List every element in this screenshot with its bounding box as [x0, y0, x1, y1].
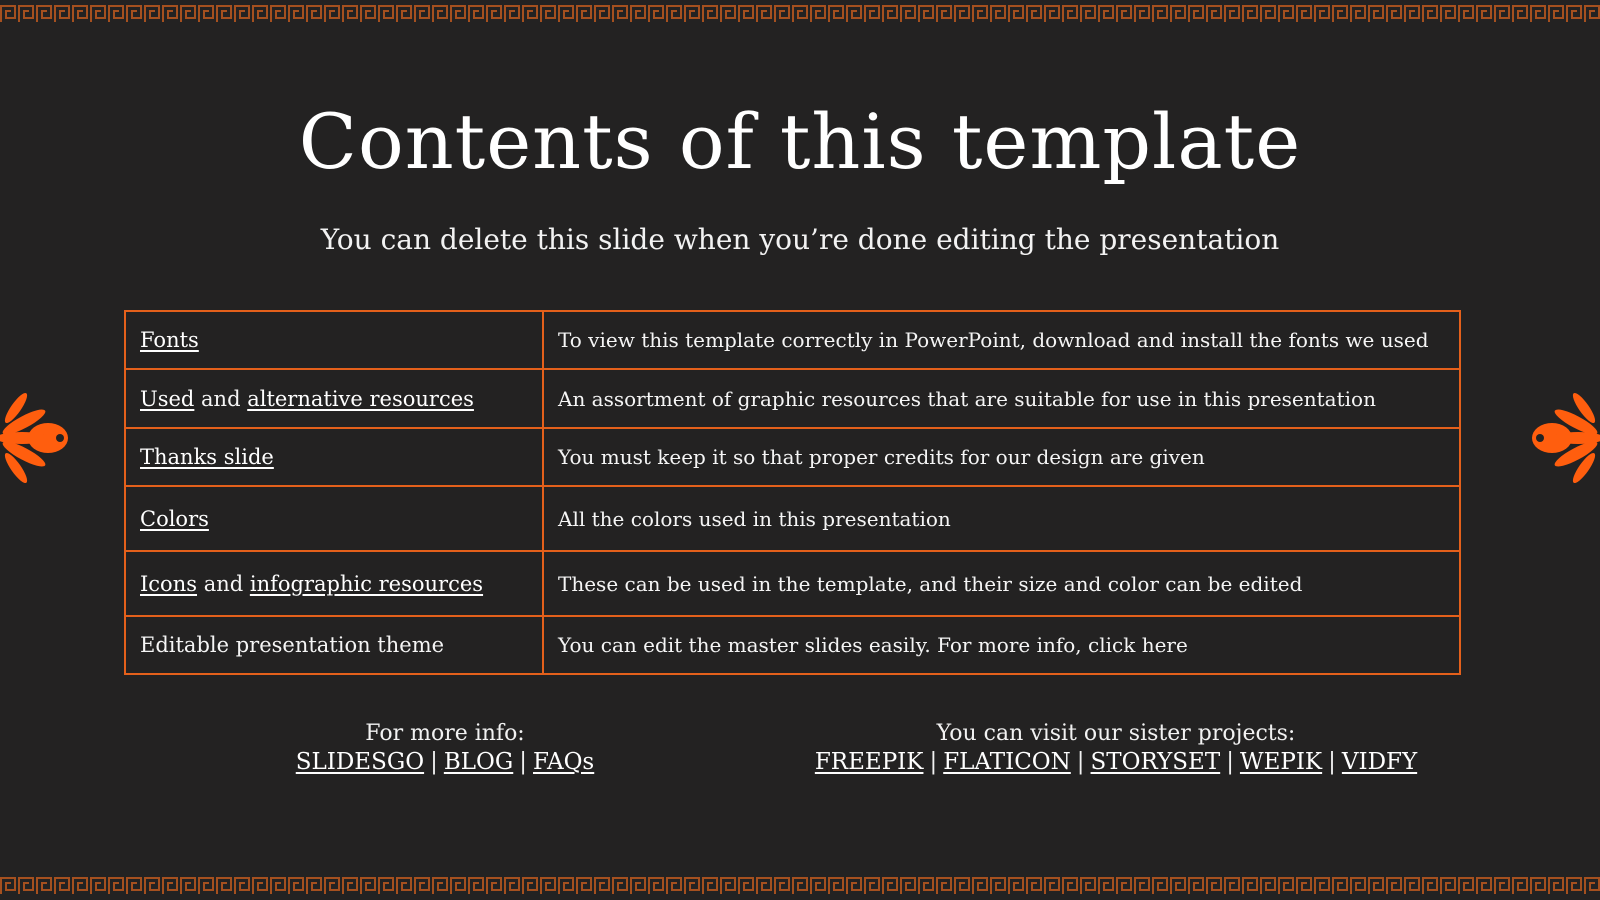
wepik-link[interactable]: WEPIK	[1239, 749, 1323, 775]
row-label-cell	[125, 616, 543, 674]
thanks-slide-link[interactable]: Thanks slide	[140, 445, 274, 469]
row-label-cell	[125, 486, 543, 551]
freepik-link[interactable]: FREEPIK	[814, 749, 924, 775]
slide-title: Contents of this template	[298, 97, 1302, 186]
row-label-cell	[125, 311, 543, 369]
row-description: You can edit the master slides easily. For more info, click here	[543, 616, 1460, 674]
meander-border-top	[0, 2, 1600, 26]
footer-separator: |	[1076, 749, 1085, 775]
slidesgo-link[interactable]: SLIDESGO	[295, 749, 425, 775]
icons-link[interactable]: Icons	[140, 571, 198, 596]
flower-ornament-left-icon	[0, 388, 70, 488]
footer-more-info	[250, 720, 640, 776]
table-row	[125, 369, 1460, 428]
table-row	[125, 616, 1460, 674]
blog-link[interactable]: BLOG	[443, 749, 514, 775]
row-description: These can be used in the template, and their size and color can be edited	[543, 551, 1460, 616]
footer-separator: |	[1226, 749, 1234, 775]
storyset-link[interactable]: STORYSET	[1090, 749, 1221, 775]
table-row	[125, 551, 1460, 616]
footer-separator: |	[430, 749, 438, 775]
row-description: You must keep it so that proper credits for our design are given	[543, 428, 1460, 486]
flower-ornament-right-icon	[1530, 388, 1600, 488]
colors-link[interactable]: Colors	[140, 506, 209, 531]
footer-separator: |	[929, 749, 938, 775]
footer-separator: |	[519, 749, 527, 775]
editable-theme-label: Editable presentation theme	[140, 633, 445, 657]
row-description: An assortment of graphic resources that are suitable for use in this presentation	[543, 369, 1460, 428]
flaticon-link[interactable]: FLATICON	[943, 749, 1071, 775]
row-label-cell	[125, 551, 543, 616]
footer-sister-projects-links	[760, 748, 1472, 776]
table-row	[125, 486, 1460, 551]
row-label-cell	[125, 369, 543, 428]
footer-more-info-label: For more info:	[365, 721, 525, 746]
slide-subtitle: You can delete this slide when you’re done editing the presentation	[320, 223, 1280, 256]
footer-sister-projects	[760, 720, 1472, 776]
table-row	[125, 311, 1460, 369]
alternative-resources-link[interactable]: alternative resources	[247, 386, 474, 411]
footer-more-info-links	[250, 748, 640, 776]
vidfy-link[interactable]: VIDFY	[1341, 749, 1418, 775]
table-row	[125, 428, 1460, 486]
row-label-connector: and	[194, 386, 248, 411]
fonts-link[interactable]: Fonts	[140, 328, 199, 352]
used-resources-link[interactable]: Used	[140, 386, 195, 411]
faqs-link[interactable]: FAQs	[533, 749, 595, 775]
contents-table	[124, 310, 1461, 675]
meander-border-bottom	[0, 874, 1600, 898]
row-label-connector: and	[197, 571, 250, 596]
infographic-resources-link[interactable]: infographic resources	[249, 571, 484, 596]
footer-separator: |	[1328, 749, 1336, 775]
row-label-cell	[125, 428, 543, 486]
row-description: To view this template correctly in PowerPoint, download and install the fonts we used	[543, 311, 1460, 369]
footer-sister-projects-label: You can visit our sister projects:	[936, 721, 1296, 746]
row-description: All the colors used in this presentation	[543, 486, 1460, 551]
